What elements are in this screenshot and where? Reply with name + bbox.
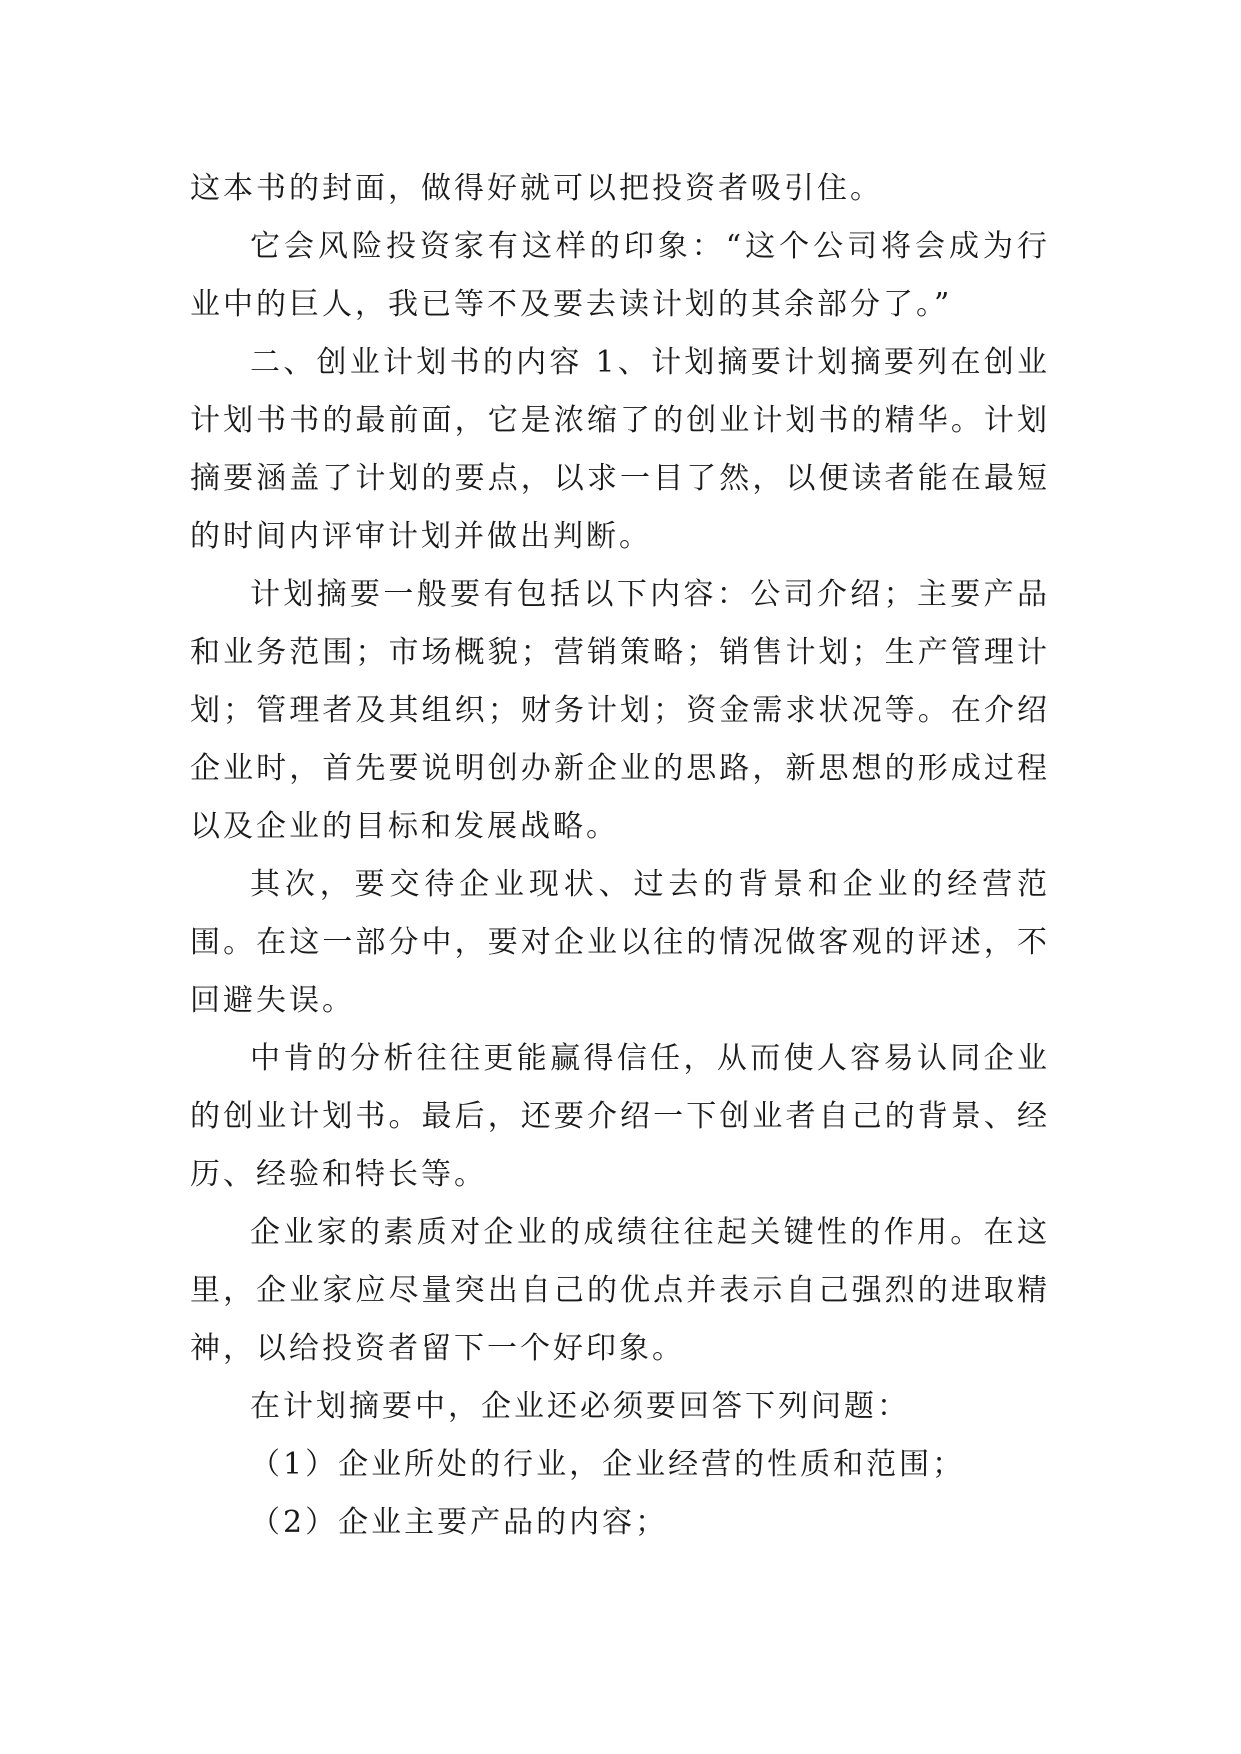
- list-item-2: （2）企业主要产品的内容；: [250, 1505, 669, 1540]
- document-body: [190, 160, 1050, 1552]
- paragraph-8: 在计划摘要中，企业还必须要回答下列问题：: [250, 1389, 910, 1424]
- paragraph-7: 企业家的素质对企业的成绩往往起关键性的作用。在这里，企业家应尽量突出自己的优点并表示自己强烈的进取精神，以给投资者留下一个好印象。: [190, 1215, 1050, 1366]
- list-item-1: （1）企业所处的行业，企业经营的性质和范围；: [250, 1447, 966, 1482]
- paragraph-2: 它会风险投资家有这样的印象：“这个公司将会成为行业中的巨人，我已等不及要去读计划的其余部分了。”: [190, 229, 1050, 322]
- paragraph-4: 计划摘要一般要有包括以下内容：公司介绍；主要产品和业务范围；市场概貌；营销策略；销售计划；生产管理计划；管理者及其组织；财务计划；资金需求状况等。在介绍企业时，首先要说明创办新企业的思路，新思想的形成过程以及企业的目标和发展战略。: [190, 577, 1050, 844]
- paragraph-6: 中肯的分析往往更能赢得信任，从而使人容易认同企业的创业计划书。最后，还要介绍一下创业者自己的背景、经历、经验和特长等。: [190, 1041, 1050, 1192]
- paragraph-1: 这本书的封面，做得好就可以把投资者吸引住。: [190, 171, 883, 206]
- paragraph-5: 其次，要交待企业现状、过去的背景和企业的经营范围。在这一部分中，要对企业以往的情况做客观的评述，不回避失误。: [190, 867, 1050, 1018]
- paragraph-3: 二、创业计划书的内容 1、计划摘要计划摘要列在创业计划书书的最前面，它是浓缩了的创业计划书的精华。计划摘要涵盖了计划的要点，以求一目了然，以便读者能在最短的时间内评审计划并做出判断。: [190, 345, 1050, 554]
